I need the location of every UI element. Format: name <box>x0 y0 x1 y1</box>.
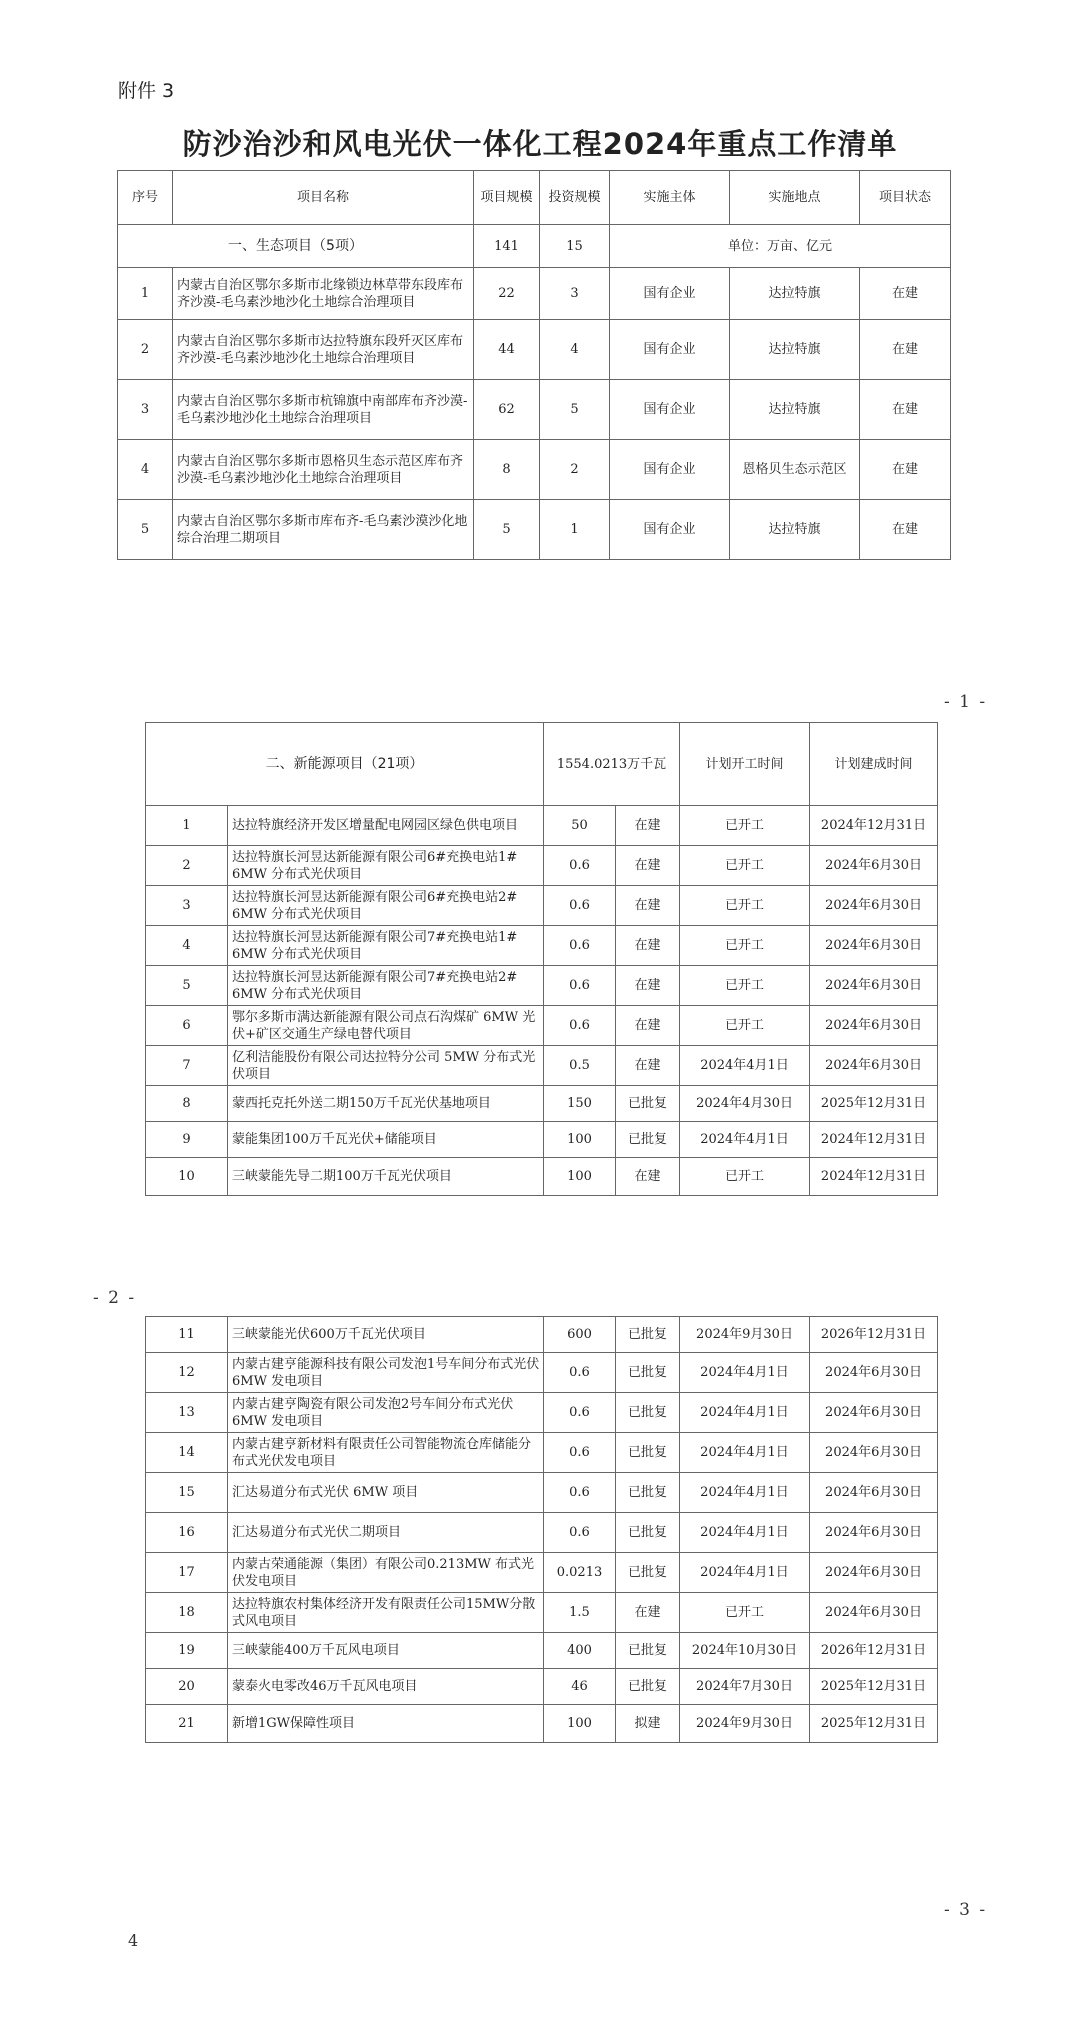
cell-scale: 0.6 <box>544 1513 616 1553</box>
cell-status: 在建 <box>616 806 680 846</box>
cell-start: 2024年9月30日 <box>680 1705 810 1743</box>
cell-name: 蒙能集团100万千瓦光伏+储能项目 <box>228 1122 544 1158</box>
cell-scale: 22 <box>474 268 540 320</box>
cell-invest: 3 <box>540 268 610 320</box>
cell-start: 已开工 <box>680 1158 810 1196</box>
page-number-4: 4 <box>128 1931 141 1950</box>
cell-scale: 0.6 <box>544 966 616 1006</box>
cell-name: 达拉特旗经济开发区增量配电网园区绿色供电项目 <box>228 806 544 846</box>
cell-status: 已批复 <box>616 1473 680 1513</box>
cell-name: 内蒙古自治区鄂尔多斯市达拉特旗东段歼灭区库布齐沙漠-毛乌素沙地沙化土地综合治理项目 <box>173 320 474 380</box>
cell-name: 达拉特旗长河昱达新能源有限公司6#充换电站2# 6MW 分布式光伏项目 <box>228 886 544 926</box>
cell-start: 2024年4月1日 <box>680 1513 810 1553</box>
cell-status: 已批复 <box>616 1317 680 1353</box>
header-end: 计划建成时间 <box>810 723 938 806</box>
cell-name: 达拉特旗长河昱达新能源有限公司7#充换电站2# 6MW 分布式光伏项目 <box>228 966 544 1006</box>
cell-end: 2024年12月31日 <box>810 1122 938 1158</box>
cell-end: 2024年6月30日 <box>810 1473 938 1513</box>
section-label: 一、生态项目（5项） <box>118 225 474 268</box>
cell-status: 已批复 <box>616 1433 680 1473</box>
table-row <box>118 320 951 380</box>
section-row-energy <box>146 723 938 806</box>
table-row <box>146 1593 938 1633</box>
table-row <box>146 1353 938 1393</box>
cell-status: 在建 <box>860 380 951 440</box>
cell-no: 3 <box>146 886 228 926</box>
cell-no: 1 <box>146 806 228 846</box>
cell-scale: 400 <box>544 1633 616 1669</box>
cell-no: 20 <box>146 1669 228 1705</box>
cell-status: 已批复 <box>616 1353 680 1393</box>
table-row <box>146 1393 938 1433</box>
cell-start: 2024年4月1日 <box>680 1433 810 1473</box>
cell-entity: 国有企业 <box>610 268 730 320</box>
unit-note: 单位：万亩、亿元 <box>610 225 951 268</box>
cell-invest: 5 <box>540 380 610 440</box>
cell-status: 在建 <box>616 1046 680 1086</box>
cell-name: 内蒙古自治区鄂尔多斯市库布齐-毛乌素沙漠沙化地综合治理二期项目 <box>173 500 474 560</box>
header-status: 项目状态 <box>860 171 951 225</box>
cell-no: 2 <box>146 846 228 886</box>
cell-name: 三峡蒙能先导二期100万千瓦光伏项目 <box>228 1158 544 1196</box>
header-no: 序号 <box>118 171 173 225</box>
cell-entity: 国有企业 <box>610 320 730 380</box>
table-header-row <box>118 171 951 225</box>
table-row <box>146 846 938 886</box>
cell-scale: 0.0213 <box>544 1553 616 1593</box>
cell-scale: 8 <box>474 440 540 500</box>
cell-end: 2024年6月30日 <box>810 1046 938 1086</box>
cell-name: 内蒙古自治区鄂尔多斯市北缘锁边林草带东段库布齐沙漠-毛乌素沙地沙化土地综合治理项目 <box>173 268 474 320</box>
cell-status: 在建 <box>616 966 680 1006</box>
cell-scale: 0.6 <box>544 886 616 926</box>
cell-start: 2024年4月1日 <box>680 1393 810 1433</box>
cell-name: 内蒙古荣通能源（集团）有限公司0.213MW 布式光伏发电项目 <box>228 1553 544 1593</box>
cell-end: 2024年6月30日 <box>810 1393 938 1433</box>
cell-status: 已批复 <box>616 1122 680 1158</box>
cell-scale: 0.6 <box>544 1393 616 1433</box>
cell-place: 达拉特旗 <box>730 268 860 320</box>
cell-place: 达拉特旗 <box>730 500 860 560</box>
cell-place: 达拉特旗 <box>730 380 860 440</box>
header-name: 项目名称 <box>173 171 474 225</box>
cell-scale: 100 <box>544 1122 616 1158</box>
cell-invest: 1 <box>540 500 610 560</box>
table-row <box>118 440 951 500</box>
cell-no: 9 <box>146 1122 228 1158</box>
cell-invest: 4 <box>540 320 610 380</box>
table-row <box>146 1473 938 1513</box>
cell-no: 18 <box>146 1593 228 1633</box>
cell-no: 15 <box>146 1473 228 1513</box>
table-row <box>146 1705 938 1743</box>
cell-scale: 0.6 <box>544 1353 616 1393</box>
table-row <box>146 926 938 966</box>
table-row <box>146 806 938 846</box>
cell-invest: 2 <box>540 440 610 500</box>
cell-status: 在建 <box>616 1158 680 1196</box>
cell-start: 2024年7月30日 <box>680 1669 810 1705</box>
section-label: 二、新能源项目（21项） <box>146 723 544 806</box>
cell-start: 2024年4月1日 <box>680 1473 810 1513</box>
cell-status: 已批复 <box>616 1086 680 1122</box>
cell-status: 在建 <box>860 500 951 560</box>
page-title: 防沙治沙和风电光伏一体化工程2024年重点工作清单 <box>182 127 898 161</box>
cell-status: 已批复 <box>616 1513 680 1553</box>
cell-status: 在建 <box>616 1593 680 1633</box>
cell-end: 2024年12月31日 <box>810 1158 938 1196</box>
cell-start: 2024年4月1日 <box>680 1046 810 1086</box>
cell-end: 2024年6月30日 <box>810 1006 938 1046</box>
cell-end: 2024年6月30日 <box>810 1553 938 1593</box>
table-row <box>146 886 938 926</box>
table-row <box>146 1086 938 1122</box>
cell-scale: 100 <box>544 1158 616 1196</box>
cell-no: 16 <box>146 1513 228 1553</box>
cell-end: 2026年12月31日 <box>810 1633 938 1669</box>
header-entity: 实施主体 <box>610 171 730 225</box>
cell-end: 2024年6月30日 <box>810 846 938 886</box>
cell-start: 2024年4月30日 <box>680 1086 810 1122</box>
cell-name: 鄂尔多斯市满达新能源有限公司点石沟煤矿 6MW 光伏+矿区交通生产绿电替代项目 <box>228 1006 544 1046</box>
table-row <box>118 500 951 560</box>
cell-no: 8 <box>146 1086 228 1122</box>
cell-status: 已批复 <box>616 1669 680 1705</box>
cell-scale: 600 <box>544 1317 616 1353</box>
cell-name: 内蒙古建亨能源科技有限公司发泡1号车间分布式光伏 6MW 发电项目 <box>228 1353 544 1393</box>
table-row <box>118 268 951 320</box>
energy-projects-table-part2 <box>145 1316 938 1743</box>
cell-status: 在建 <box>616 1006 680 1046</box>
cell-name: 蒙泰火电零改46万千瓦风电项目 <box>228 1669 544 1705</box>
table-row <box>146 966 938 1006</box>
cell-start: 已开工 <box>680 1593 810 1633</box>
cell-scale: 0.6 <box>544 1433 616 1473</box>
cell-end: 2024年6月30日 <box>810 926 938 966</box>
table-row <box>146 1633 938 1669</box>
header-place: 实施地点 <box>730 171 860 225</box>
cell-no: 17 <box>146 1553 228 1593</box>
cell-name: 达拉特旗长河昱达新能源有限公司7#充换电站1# 6MW 分布式光伏项目 <box>228 926 544 966</box>
table-row <box>146 1669 938 1705</box>
cell-no: 19 <box>146 1633 228 1669</box>
cell-end: 2025年12月31日 <box>810 1669 938 1705</box>
cell-start: 2024年10月30日 <box>680 1633 810 1669</box>
cell-no: 2 <box>118 320 173 380</box>
cell-entity: 国有企业 <box>610 500 730 560</box>
ecology-projects-table <box>117 170 951 560</box>
cell-entity: 国有企业 <box>610 380 730 440</box>
cell-no: 10 <box>146 1158 228 1196</box>
cell-start: 2024年9月30日 <box>680 1317 810 1353</box>
energy-projects-table-part1 <box>145 722 938 1196</box>
cell-no: 6 <box>146 1006 228 1046</box>
cell-scale: 150 <box>544 1086 616 1122</box>
cell-status: 已批复 <box>616 1553 680 1593</box>
cell-status: 在建 <box>616 926 680 966</box>
cell-start: 已开工 <box>680 886 810 926</box>
cell-end: 2025年12月31日 <box>810 1086 938 1122</box>
cell-no: 5 <box>146 966 228 1006</box>
cell-no: 1 <box>118 268 173 320</box>
section-scale: 141 <box>474 225 540 268</box>
cell-end: 2024年6月30日 <box>810 966 938 1006</box>
section-scale: 1554.0213万千瓦 <box>544 723 680 806</box>
cell-scale: 100 <box>544 1705 616 1743</box>
cell-start: 已开工 <box>680 806 810 846</box>
cell-status: 在建 <box>860 440 951 500</box>
table-row <box>118 380 951 440</box>
cell-no: 21 <box>146 1705 228 1743</box>
cell-start: 2024年4月1日 <box>680 1122 810 1158</box>
cell-no: 12 <box>146 1353 228 1393</box>
cell-no: 5 <box>118 500 173 560</box>
cell-name: 达拉特旗长河昱达新能源有限公司6#充换电站1# 6MW 分布式光伏项目 <box>228 846 544 886</box>
cell-scale: 0.5 <box>544 1046 616 1086</box>
cell-end: 2026年12月31日 <box>810 1317 938 1353</box>
cell-start: 已开工 <box>680 1006 810 1046</box>
cell-end: 2024年6月30日 <box>810 886 938 926</box>
cell-name: 亿利洁能股份有限公司达拉特分公司 5MW 分布式光伏项目 <box>228 1046 544 1086</box>
cell-start: 已开工 <box>680 966 810 1006</box>
cell-status: 在建 <box>616 886 680 926</box>
page-number-3: - 3 - <box>944 1900 988 1920</box>
cell-name: 新增1GW保障性项目 <box>228 1705 544 1743</box>
cell-name: 内蒙古自治区鄂尔多斯市恩格贝生态示范区库布齐沙漠-毛乌素沙地沙化土地综合治理项目 <box>173 440 474 500</box>
cell-name: 三峡蒙能400万千瓦风电项目 <box>228 1633 544 1669</box>
cell-status: 在建 <box>860 320 951 380</box>
page-number-1: - 1 - <box>944 692 988 712</box>
page-number-2: - 2 - <box>93 1288 137 1308</box>
cell-place: 达拉特旗 <box>730 320 860 380</box>
table-row <box>146 1317 938 1353</box>
header-invest: 投资规模 <box>540 171 610 225</box>
table-row <box>146 1553 938 1593</box>
cell-no: 7 <box>146 1046 228 1086</box>
attachment-label: 附件 3 <box>118 80 175 102</box>
cell-status: 已批复 <box>616 1393 680 1433</box>
cell-no: 3 <box>118 380 173 440</box>
cell-status: 已批复 <box>616 1633 680 1669</box>
cell-scale: 5 <box>474 500 540 560</box>
cell-entity: 国有企业 <box>610 440 730 500</box>
cell-start: 已开工 <box>680 926 810 966</box>
table-row <box>146 1158 938 1196</box>
cell-start: 2024年4月1日 <box>680 1553 810 1593</box>
cell-scale: 62 <box>474 380 540 440</box>
cell-scale: 0.6 <box>544 846 616 886</box>
section-invest: 15 <box>540 225 610 268</box>
cell-end: 2025年12月31日 <box>810 1705 938 1743</box>
cell-no: 4 <box>146 926 228 966</box>
cell-name: 内蒙古自治区鄂尔多斯市杭锦旗中南部库布齐沙漠-毛乌素沙地沙化土地综合治理项目 <box>173 380 474 440</box>
section-row-ecology <box>118 225 951 268</box>
cell-name: 汇达易道分布式光伏二期项目 <box>228 1513 544 1553</box>
cell-name: 内蒙古建亨陶瓷有限公司发泡2号车间分布式光伏 6MW 发电项目 <box>228 1393 544 1433</box>
header-start: 计划开工时间 <box>680 723 810 806</box>
cell-start: 2024年4月1日 <box>680 1353 810 1393</box>
cell-scale: 50 <box>544 806 616 846</box>
cell-scale: 0.6 <box>544 1473 616 1513</box>
cell-status: 拟建 <box>616 1705 680 1743</box>
cell-scale: 44 <box>474 320 540 380</box>
cell-name: 三峡蒙能光伏600万千瓦光伏项目 <box>228 1317 544 1353</box>
cell-status: 在建 <box>616 846 680 886</box>
cell-scale: 0.6 <box>544 1006 616 1046</box>
header-scale: 项目规模 <box>474 171 540 225</box>
table-row <box>146 1006 938 1046</box>
cell-place: 恩格贝生态示范区 <box>730 440 860 500</box>
cell-no: 4 <box>118 440 173 500</box>
cell-status: 在建 <box>860 268 951 320</box>
cell-name: 蒙西托克托外送二期150万千瓦光伏基地项目 <box>228 1086 544 1122</box>
table-row <box>146 1433 938 1473</box>
cell-end: 2024年6月30日 <box>810 1433 938 1473</box>
cell-no: 14 <box>146 1433 228 1473</box>
cell-start: 已开工 <box>680 846 810 886</box>
cell-end: 2024年6月30日 <box>810 1353 938 1393</box>
cell-scale: 46 <box>544 1669 616 1705</box>
cell-scale: 0.6 <box>544 926 616 966</box>
table-row <box>146 1513 938 1553</box>
cell-name: 内蒙古建亨新材料有限责任公司智能物流仓库储能分布式光伏发电项目 <box>228 1433 544 1473</box>
cell-no: 13 <box>146 1393 228 1433</box>
cell-name: 达拉特旗农村集体经济开发有限责任公司15MW分散式风电项目 <box>228 1593 544 1633</box>
cell-end: 2024年12月31日 <box>810 806 938 846</box>
table-row <box>146 1046 938 1086</box>
table-row <box>146 1122 938 1158</box>
cell-scale: 1.5 <box>544 1593 616 1633</box>
cell-no: 11 <box>146 1317 228 1353</box>
cell-end: 2024年6月30日 <box>810 1593 938 1633</box>
cell-name: 汇达易道分布式光伏 6MW 项目 <box>228 1473 544 1513</box>
cell-end: 2024年6月30日 <box>810 1513 938 1553</box>
